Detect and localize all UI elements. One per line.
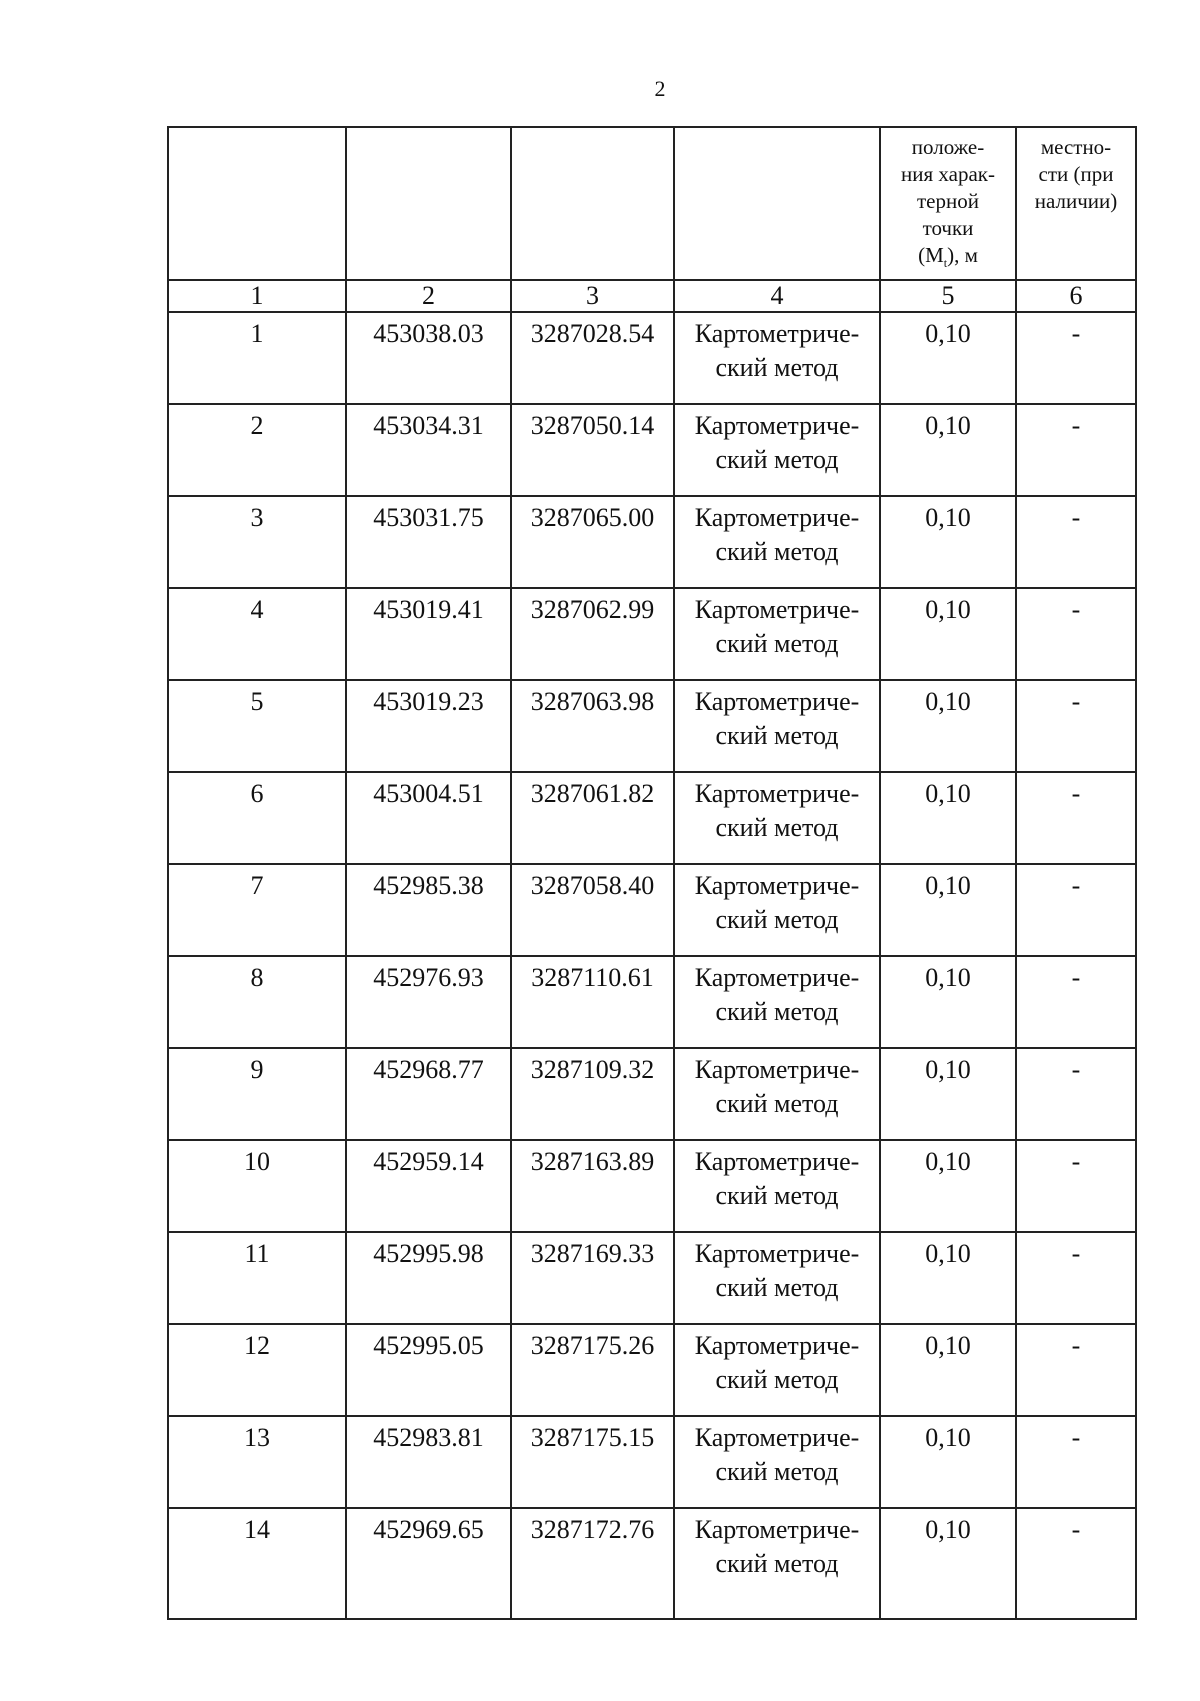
column-number: 6 — [1016, 280, 1136, 312]
y-coordinate-cell: 3287063.98 — [511, 680, 674, 772]
x-coordinate-cell: 452959.14 — [346, 1140, 511, 1232]
y-coordinate-cell: 3287110.61 — [511, 956, 674, 1048]
description-cell: - — [1016, 1324, 1136, 1416]
header-accuracy-line: положе- — [911, 135, 985, 159]
description-cell: - — [1016, 404, 1136, 496]
table-header-continued — [168, 127, 1136, 280]
y-coordinate-cell: 3287061.82 — [511, 772, 674, 864]
x-coordinate-cell: 452968.77 — [346, 1048, 511, 1140]
table-row — [168, 680, 1136, 772]
method-line: ский метод — [715, 1365, 839, 1394]
method-line: ский метод — [715, 905, 839, 934]
x-coordinate-cell: 452976.93 — [346, 956, 511, 1048]
method-line: Картометриче- — [694, 319, 860, 348]
method-cell — [674, 1416, 880, 1508]
method-cell — [674, 772, 880, 864]
table-row — [168, 588, 1136, 680]
method-line: Картометриче- — [694, 411, 860, 440]
accuracy-cell: 0,10 — [880, 1416, 1016, 1508]
header-accuracy-line: точки — [922, 216, 974, 240]
header-cell-description — [1016, 127, 1136, 280]
point-number-cell: 10 — [168, 1140, 346, 1232]
method-line: Картометриче- — [694, 503, 860, 532]
accuracy-cell: 0,10 — [880, 864, 1016, 956]
x-coordinate-cell: 453019.23 — [346, 680, 511, 772]
description-cell: - — [1016, 1508, 1136, 1619]
description-cell: - — [1016, 680, 1136, 772]
method-cell — [674, 864, 880, 956]
method-line: Картометриче- — [694, 1147, 860, 1176]
x-coordinate-cell: 452995.98 — [346, 1232, 511, 1324]
table-row — [168, 1324, 1136, 1416]
method-line: ский метод — [715, 629, 839, 658]
point-number-cell: 1 — [168, 312, 346, 404]
point-number-cell: 2 — [168, 404, 346, 496]
method-cell — [674, 680, 880, 772]
accuracy-cell: 0,10 — [880, 1324, 1016, 1416]
table-row — [168, 1508, 1136, 1619]
column-number: 4 — [674, 280, 880, 312]
accuracy-cell: 0,10 — [880, 1508, 1016, 1619]
method-line: Картометриче- — [694, 871, 860, 900]
x-coordinate-cell: 452969.65 — [346, 1508, 511, 1619]
y-coordinate-cell: 3287169.33 — [511, 1232, 674, 1324]
x-coordinate-cell: 452995.05 — [346, 1324, 511, 1416]
method-line: ский метод — [715, 721, 839, 750]
table-row — [168, 404, 1136, 496]
method-line: Картометриче- — [694, 1423, 860, 1452]
point-number-cell: 14 — [168, 1508, 346, 1619]
coordinates-table — [167, 126, 1137, 1620]
header-cell-x — [346, 127, 511, 280]
method-line: Картометриче- — [694, 1239, 860, 1268]
point-number-cell: 11 — [168, 1232, 346, 1324]
method-line: Картометриче- — [694, 1055, 860, 1084]
method-line: ский метод — [715, 1273, 839, 1302]
x-coordinate-cell: 452983.81 — [346, 1416, 511, 1508]
header-description-line: сти (при — [1038, 162, 1114, 186]
y-coordinate-cell: 3287050.14 — [511, 404, 674, 496]
header-description-line: местно- — [1040, 135, 1112, 159]
table-row — [168, 772, 1136, 864]
accuracy-cell: 0,10 — [880, 680, 1016, 772]
method-line: ский метод — [715, 1181, 839, 1210]
description-cell: - — [1016, 864, 1136, 956]
table-row — [168, 1048, 1136, 1140]
header-cell-accuracy — [880, 127, 1016, 280]
point-number-cell: 9 — [168, 1048, 346, 1140]
method-line: ский метод — [715, 813, 839, 842]
method-cell — [674, 312, 880, 404]
point-number-cell: 5 — [168, 680, 346, 772]
method-cell — [674, 1048, 880, 1140]
accuracy-cell: 0,10 — [880, 312, 1016, 404]
header-cell-point — [168, 127, 346, 280]
header-cell-y — [511, 127, 674, 280]
y-coordinate-cell: 3287163.89 — [511, 1140, 674, 1232]
y-coordinate-cell: 3287109.32 — [511, 1048, 674, 1140]
method-cell — [674, 588, 880, 680]
method-line: Картометриче- — [694, 779, 860, 808]
method-line: ский метод — [715, 1549, 839, 1578]
column-number-row — [168, 280, 1136, 312]
point-number-cell: 8 — [168, 956, 346, 1048]
column-number: 3 — [511, 280, 674, 312]
accuracy-cell: 0,10 — [880, 956, 1016, 1048]
accuracy-cell: 0,10 — [880, 588, 1016, 680]
header-accuracy-subscript: t — [943, 256, 948, 271]
y-coordinate-cell: 3287062.99 — [511, 588, 674, 680]
method-cell — [674, 1324, 880, 1416]
header-accuracy-line: ), м — [947, 243, 978, 267]
point-number-cell: 7 — [168, 864, 346, 956]
x-coordinate-cell: 453034.31 — [346, 404, 511, 496]
table-row — [168, 864, 1136, 956]
table-row — [168, 1140, 1136, 1232]
description-cell: - — [1016, 588, 1136, 680]
method-cell — [674, 1232, 880, 1324]
method-line: ский метод — [715, 445, 839, 474]
point-number-cell: 6 — [168, 772, 346, 864]
point-number-cell: 12 — [168, 1324, 346, 1416]
method-line: ский метод — [715, 997, 839, 1026]
method-line: ский метод — [715, 353, 839, 382]
y-coordinate-cell: 3287028.54 — [511, 312, 674, 404]
accuracy-cell: 0,10 — [880, 496, 1016, 588]
method-cell — [674, 404, 880, 496]
description-cell: - — [1016, 1416, 1136, 1508]
y-coordinate-cell: 3287175.15 — [511, 1416, 674, 1508]
accuracy-cell: 0,10 — [880, 1232, 1016, 1324]
table-row — [168, 1416, 1136, 1508]
method-line: ский метод — [715, 537, 839, 566]
accuracy-cell: 0,10 — [880, 772, 1016, 864]
description-cell: - — [1016, 956, 1136, 1048]
method-line: Картометриче- — [694, 1515, 860, 1544]
table-row — [168, 1232, 1136, 1324]
method-line: Картометриче- — [694, 595, 860, 624]
method-line: Картометриче- — [694, 1331, 860, 1360]
y-coordinate-cell: 3287058.40 — [511, 864, 674, 956]
method-line: Картометриче- — [694, 963, 860, 992]
header-description-line: наличии) — [1034, 189, 1118, 213]
accuracy-cell: 0,10 — [880, 1140, 1016, 1232]
method-cell — [674, 496, 880, 588]
x-coordinate-cell: 453038.03 — [346, 312, 511, 404]
accuracy-cell: 0,10 — [880, 1048, 1016, 1140]
description-cell: - — [1016, 1048, 1136, 1140]
method-cell — [674, 1140, 880, 1232]
x-coordinate-cell: 453004.51 — [346, 772, 511, 864]
x-coordinate-cell: 453031.75 — [346, 496, 511, 588]
column-number: 5 — [880, 280, 1016, 312]
y-coordinate-cell: 3287172.76 — [511, 1508, 674, 1619]
column-number: 1 — [168, 280, 346, 312]
y-coordinate-cell: 3287065.00 — [511, 496, 674, 588]
table-row — [168, 312, 1136, 404]
accuracy-cell: 0,10 — [880, 404, 1016, 496]
point-number-cell: 13 — [168, 1416, 346, 1508]
header-accuracy-line: ния харак- — [901, 162, 995, 186]
description-cell: - — [1016, 1140, 1136, 1232]
column-number: 2 — [346, 280, 511, 312]
method-line: ский метод — [715, 1089, 839, 1118]
y-coordinate-cell: 3287175.26 — [511, 1324, 674, 1416]
description-cell: - — [1016, 772, 1136, 864]
method-line: Картометриче- — [694, 687, 860, 716]
method-cell — [674, 1508, 880, 1619]
point-number-cell: 4 — [168, 588, 346, 680]
description-cell: - — [1016, 496, 1136, 588]
x-coordinate-cell: 453019.41 — [346, 588, 511, 680]
point-number-cell: 3 — [168, 496, 346, 588]
page-number: 2 — [654, 76, 666, 101]
header-accuracy-line: терной — [917, 189, 979, 213]
description-cell: - — [1016, 312, 1136, 404]
header-accuracy-line: (M — [918, 243, 944, 267]
description-cell: - — [1016, 1232, 1136, 1324]
header-cell-method — [674, 127, 880, 280]
table-row — [168, 496, 1136, 588]
method-cell — [674, 956, 880, 1048]
method-line: ский метод — [715, 1457, 839, 1486]
x-coordinate-cell: 452985.38 — [346, 864, 511, 956]
table-row — [168, 956, 1136, 1048]
